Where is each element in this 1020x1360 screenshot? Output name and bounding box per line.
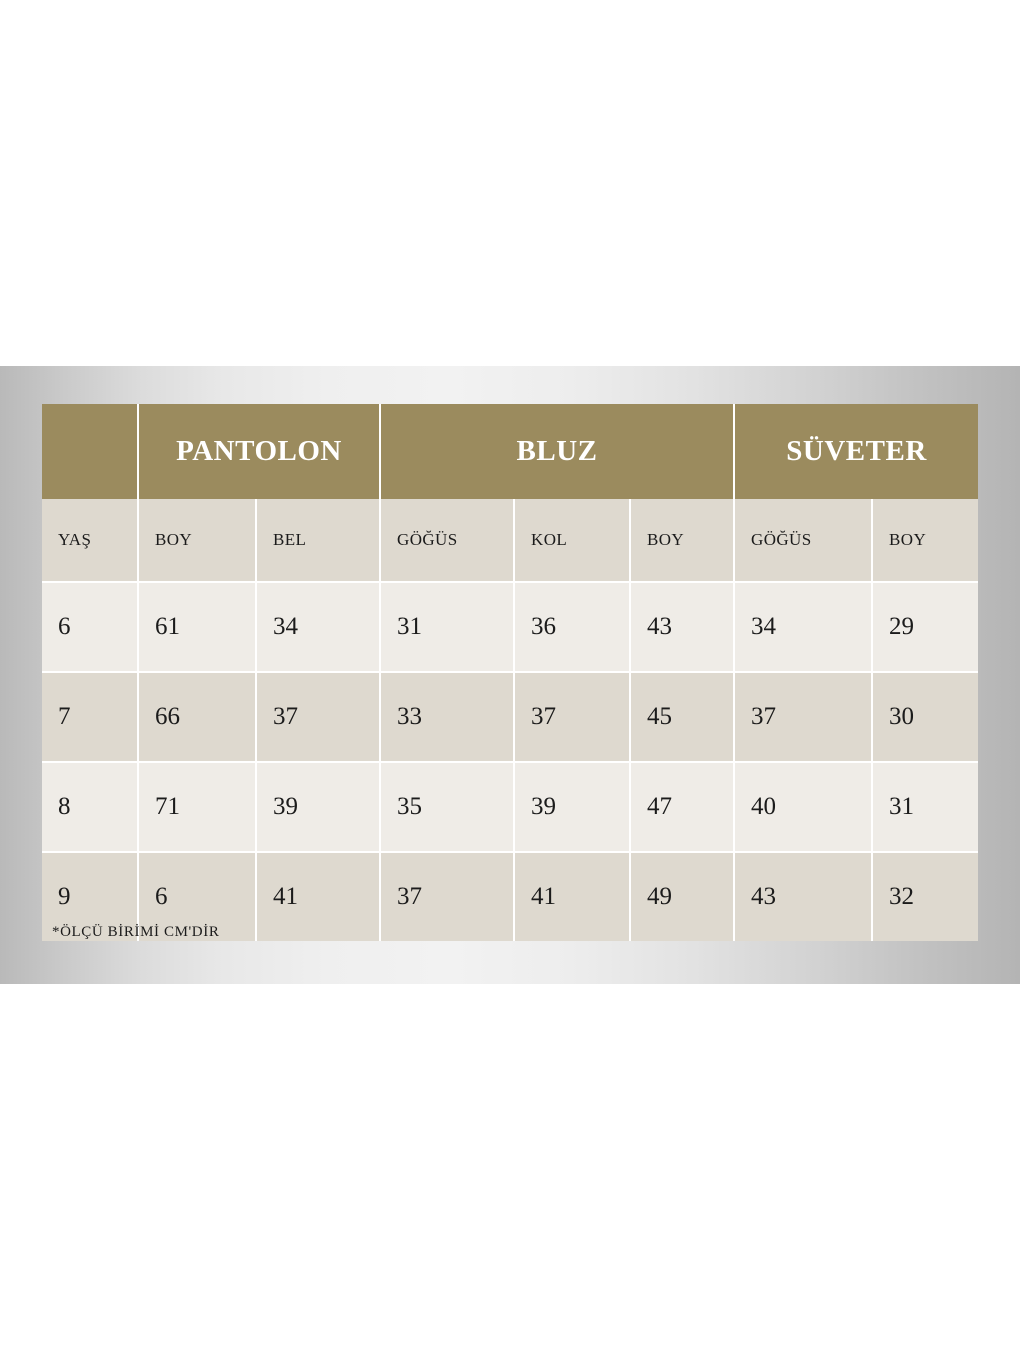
cell-bluz-kol: 41 [514, 852, 630, 941]
cell-bluz-gogus: 33 [380, 672, 514, 762]
column-header-bluz-kol: KOL [514, 499, 630, 582]
cell-suveter-boy: 30 [872, 672, 978, 762]
cell-age: 8 [42, 762, 138, 852]
column-header-yas: YAŞ [42, 499, 138, 582]
column-header-suveter-boy: BOY [872, 499, 978, 582]
cell-suveter-gogus: 43 [734, 852, 872, 941]
cell-bluz-boy: 49 [630, 852, 734, 941]
group-header-pantolon: PANTOLON [138, 404, 380, 499]
cell-suveter-boy: 31 [872, 762, 978, 852]
cell-suveter-gogus: 34 [734, 582, 872, 672]
column-header-pantolon-boy: BOY [138, 499, 256, 582]
cell-pantolon-bel: 34 [256, 582, 380, 672]
cell-suveter-boy: 29 [872, 582, 978, 672]
cell-bluz-gogus: 31 [380, 582, 514, 672]
cell-age: 9 [42, 852, 138, 941]
cell-bluz-gogus: 35 [380, 762, 514, 852]
measurement-unit-note: *ÖLÇÜ BİRİMİ CM'DİR [52, 924, 220, 940]
cell-pantolon-boy: 66 [138, 672, 256, 762]
column-header-bluz-boy: BOY [630, 499, 734, 582]
size-chart-table [42, 404, 978, 941]
table-row [42, 582, 978, 672]
group-header-bluz: BLUZ [380, 404, 734, 499]
cell-age: 7 [42, 672, 138, 762]
cell-pantolon-bel: 39 [256, 762, 380, 852]
cell-suveter-gogus: 37 [734, 672, 872, 762]
cell-bluz-boy: 45 [630, 672, 734, 762]
cell-pantolon-bel: 41 [256, 852, 380, 941]
table-row [42, 762, 978, 852]
group-header-blank [42, 404, 138, 499]
cell-pantolon-boy: 71 [138, 762, 256, 852]
cell-bluz-kol: 39 [514, 762, 630, 852]
column-header-row [42, 499, 978, 582]
cell-pantolon-boy: 6 [138, 852, 256, 941]
cell-bluz-boy: 47 [630, 762, 734, 852]
cell-pantolon-bel: 37 [256, 672, 380, 762]
column-header-bluz-gogus: GÖĞÜS [380, 499, 514, 582]
cell-age: 6 [42, 582, 138, 672]
table-row [42, 672, 978, 762]
cell-bluz-kol: 36 [514, 582, 630, 672]
group-header-row [42, 404, 978, 499]
column-header-pantolon-bel: BEL [256, 499, 380, 582]
cell-suveter-gogus: 40 [734, 762, 872, 852]
column-header-suveter-gogus: GÖĞÜS [734, 499, 872, 582]
cell-pantolon-boy: 61 [138, 582, 256, 672]
group-header-suveter: SÜVETER [734, 404, 978, 499]
cell-bluz-boy: 43 [630, 582, 734, 672]
cell-suveter-boy: 32 [872, 852, 978, 941]
size-chart-container [42, 404, 978, 941]
cell-bluz-gogus: 37 [380, 852, 514, 941]
cell-bluz-kol: 37 [514, 672, 630, 762]
